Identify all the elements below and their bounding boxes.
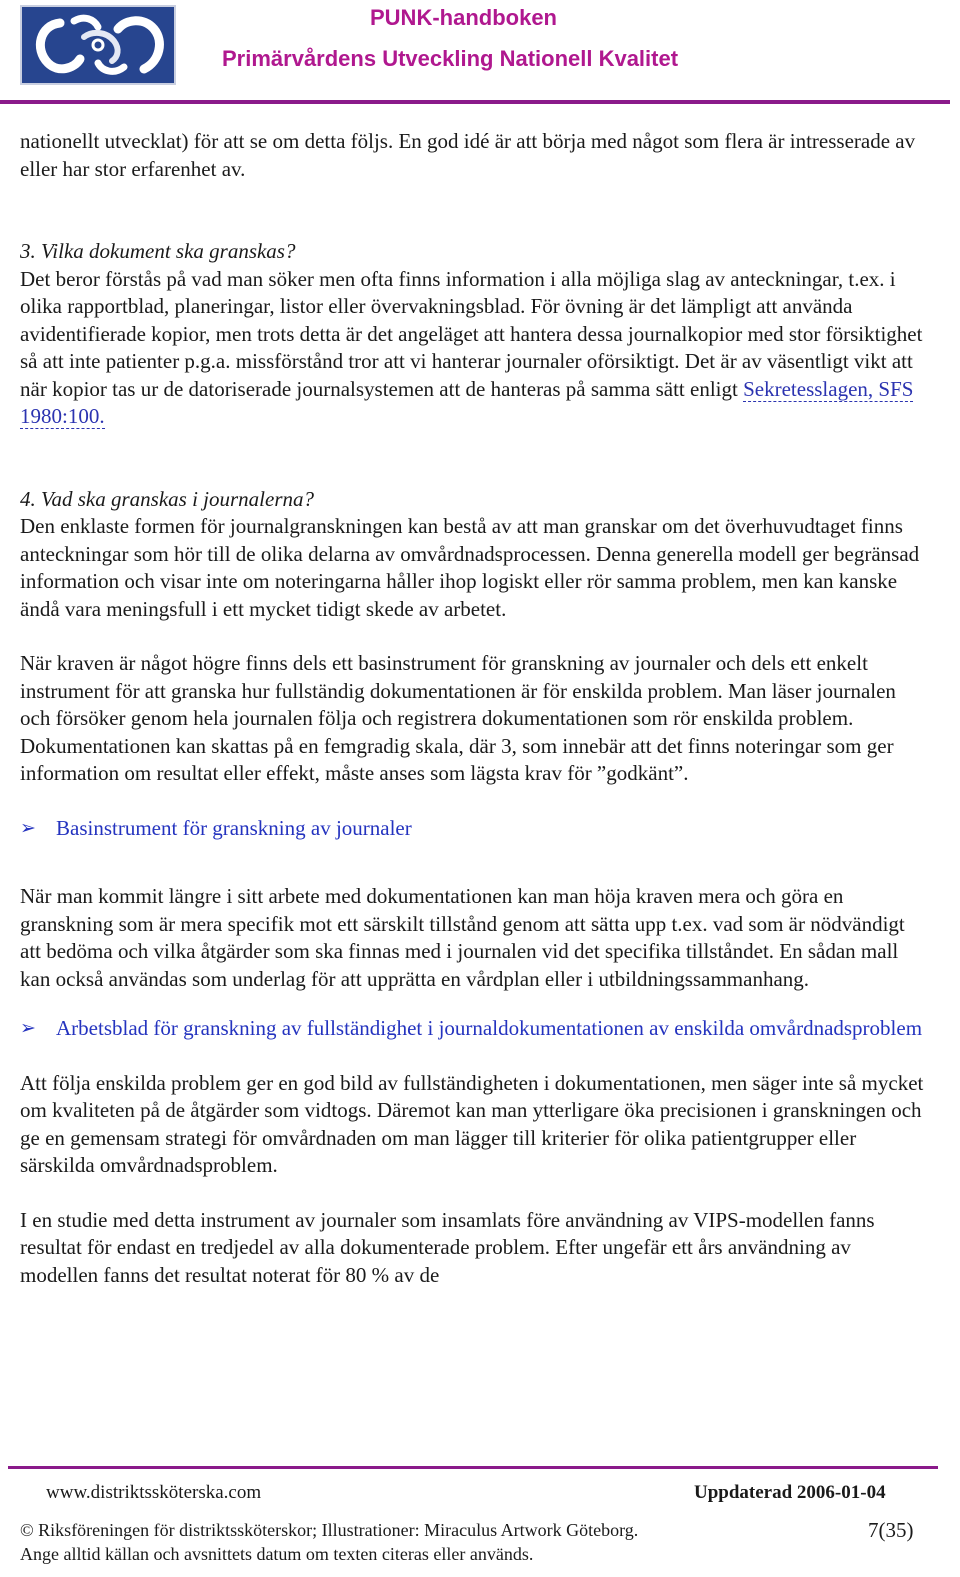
- basinstrument-link[interactable]: [20, 815, 925, 843]
- intro-paragraph: nationellt utvecklat) för att se om detta följs. En god idé är att börja med något som flera är intresserade av eller har stor erfarenhet av.: [20, 129, 916, 181]
- arrow-bullet-icon: ➢: [20, 816, 36, 839]
- sekretesslagen-link[interactable]: Sekretesslagen, SFS 1980:100.: [20, 376, 914, 428]
- logo-icon: [20, 5, 176, 85]
- footer-website: www.distriktssköterska.com: [46, 1482, 262, 1503]
- page-header: [0, 0, 960, 110]
- footer-divider: [8, 1466, 938, 1469]
- section-4-paragraph-1: Den enklaste formen för journalgranskningen kan bestå av att man granskar om det överhuvudtaget finns anteckningar som hör till de olika delarna av omvårdnadsprocessen. Denna generella modell ger begränsad information och visar inte om noteringarna håller ihop logiskt eller rör samma problem, men kan kanske ändå vara meningsfull i ett mycket tidigt skede av arbetet.: [20, 514, 920, 621]
- arbetsblad-link[interactable]: [20, 1015, 925, 1043]
- section-4-paragraph-4: Att följa enskilda problem ger en god bild av fullständigheten i dokumentationen, men säger inte så mycket om kvaliteten på de åtgärder som vidtogs. Däremot kan man ytterligare öka precisionen i granskningen och ge en gemensam strategi för omvårdnaden om man lägger till kriterier för olika patientgrupper eller särskilda omvårdnadsproblem.: [20, 1070, 924, 1177]
- basinstrument-link-label: Basinstrument för granskning av journaler: [56, 815, 412, 840]
- document-body: [20, 128, 925, 1289]
- section-3-paragraph: [20, 266, 925, 431]
- footer-copyright: © Riksföreningen för distriktssköterskor; Illustrationer: Miraculus Artwork Göteborg.: [20, 1520, 639, 1540]
- header-divider: [0, 100, 950, 104]
- section-4-paragraph-3: När man kommit längre i sitt arbete med dokumentationen kan man höja kraven mera och göra en granskning som är mera specifik mot ett särskilt tillstånd genom att sätta upp t.ex. vad som är nödvändigt att bedöma och vilka åtgärder som ska finnas med i journalen vid det specifika tillståndet. En sådan mall kan också användas som underlag för att upprätta en vårdplan eller i utbildningssammanhang.: [20, 884, 905, 991]
- header-title: PUNK-handboken: [370, 5, 557, 30]
- footer-citation-note: Ange alltid källan och avsnittets datum om texten citeras eller används.: [20, 1544, 534, 1564]
- section-4-paragraph-2: När kraven är något högre finns dels ett basinstrument för granskning av journaler och dels ett enkelt instrument för att granska hur fullständig dokumentationen är för enskilda problem. Man läser journalen och försöker genom hela journalen följa och registrera dokumentationen som rör enskilda problem. Dokumentationen kan skattas på en femgradig skala, där 3, som innebär att det finns noteringar som ger information om resultat eller effekt, måste anses som lägsta krav för ”godkänt”.: [20, 651, 896, 785]
- arrow-bullet-icon: ➢: [20, 1017, 36, 1039]
- section-3-text: Det beror förstås på vad man söker men ofta finns information i alla möjliga slag av anteckningar, t.ex. i olika rapportblad, planeringar, listor eller övervakningsblad. För övning är det lämpligt att använda avidentifierade kopior, men trots detta är det angeläget att hantera dessa journalkopior med stor försiktighet så att inte patienter p.g.a. missförstånd tror att vi hanterar journaler oförsiktigt. Det är av väsentligt vikt att när kopior tas ur de datoriserade journalsystemen att de hanteras på samma sätt enligt: [20, 266, 923, 401]
- section-4-paragraph-5: I en studie med detta instrument av journaler som insamlats före användning av VIPS-modellen fanns resultat för endast en tredjedel av alla dokumenterade problem. Efter ungefär ett års användning av modellen fanns det resultat noterat för 80 % av de: [20, 1207, 875, 1287]
- arbetsblad-link-label: Arbetsblad för granskning av fullständighet i journaldokumentationen av enskilda omvårdnadsproblem: [56, 1016, 923, 1040]
- section-4-heading: 4. Vad ska granskas i journalerna?: [20, 486, 314, 511]
- footer-updated-date: Uppdaterad 2006-01-04: [694, 1482, 886, 1503]
- section-3-heading: 3. Vilka dokument ska granskas?: [20, 239, 296, 263]
- page-number: 7(35): [868, 1518, 914, 1542]
- logo-graphic: [22, 7, 174, 83]
- header-subtitle: Primärvårdens Utveckling Nationell Kvalitet: [222, 46, 679, 71]
